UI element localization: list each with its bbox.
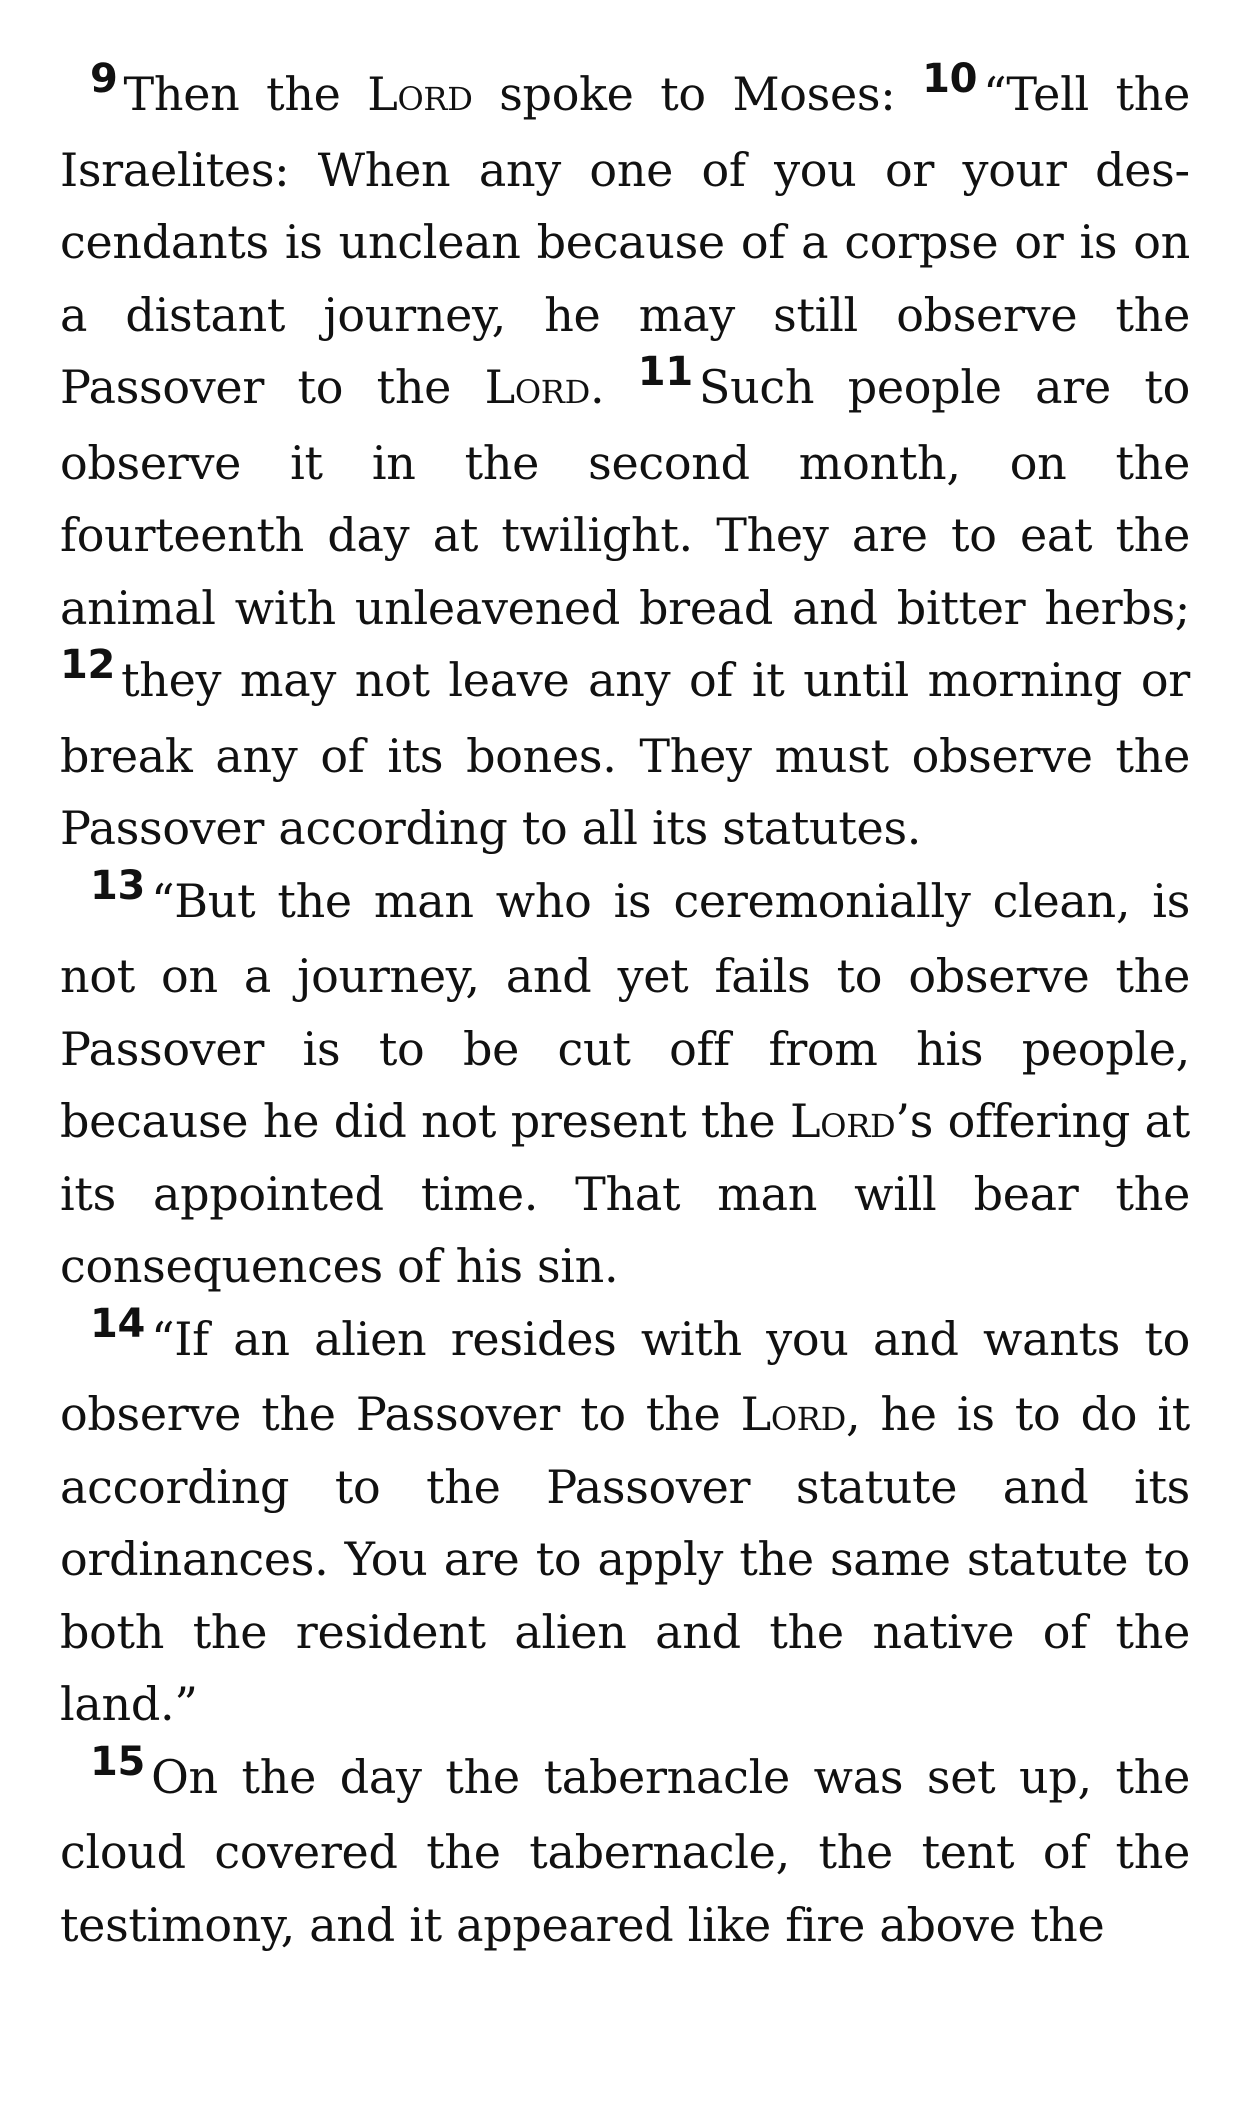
verse-text: spoke to Moses: (472, 67, 923, 121)
scripture-passage (60, 58, 1190, 1961)
verse-text: they may not leave any of it until morning or break any of its bones. They must observe the Passover according to all its statutes. (60, 653, 1190, 855)
verse-number[interactable]: 12 (60, 642, 116, 688)
verse-text: “If an alien resides with you and wants to observe the Passover to the (60, 1311, 1190, 1441)
verse-text: Then the (123, 67, 368, 121)
verse-text: Such people are to observe it in the second month, on the fourteenth day at twilight. They are to eat the animal with unleavened bread and bitter herbs; (60, 360, 1190, 635)
divine-name: Lord (367, 67, 473, 121)
verse-number[interactable]: 13 (90, 862, 146, 909)
verse-text: , he is to do it according to the Passover statute and its ordinances. You are to apply the same statute to both the resident alien and the native of the land.” (60, 1387, 1190, 1731)
divine-name: Lord (740, 1387, 846, 1441)
verse-text: “Tell the Israelites: When any one of you or your descendants is unclean because of a corpse or is on a distant journey, he may still observe the Passover to the (60, 67, 1191, 414)
paragraph (60, 1738, 1190, 1962)
divine-name: Lord (484, 360, 590, 414)
verse-number[interactable]: 15 (90, 1738, 146, 1785)
verse-number[interactable]: 11 (637, 349, 693, 395)
verse-text: . (589, 360, 638, 414)
verse-number[interactable]: 9 (90, 56, 118, 102)
paragraph (60, 58, 1190, 865)
paragraph (60, 862, 1190, 1303)
divine-name: Lord (790, 1094, 896, 1148)
verse-number[interactable]: 14 (90, 1300, 146, 1347)
paragraph (60, 1300, 1190, 1741)
verse-text: “But the man who is ceremonially clean, is not on a journey, and yet fails to observe the Passover is to be cut off from his people, because he did not present the (60, 873, 1190, 1148)
verse-text: On the day the tabernacle was set up, the cloud covered the tabernacle, the tent of the testimony, and it appeared like fire above the (60, 1749, 1190, 1952)
verse-number[interactable]: 10 (922, 56, 978, 102)
verse-text: ’s offering at its appointed time. That man will bear the consequences of his sin. (60, 1094, 1190, 1293)
